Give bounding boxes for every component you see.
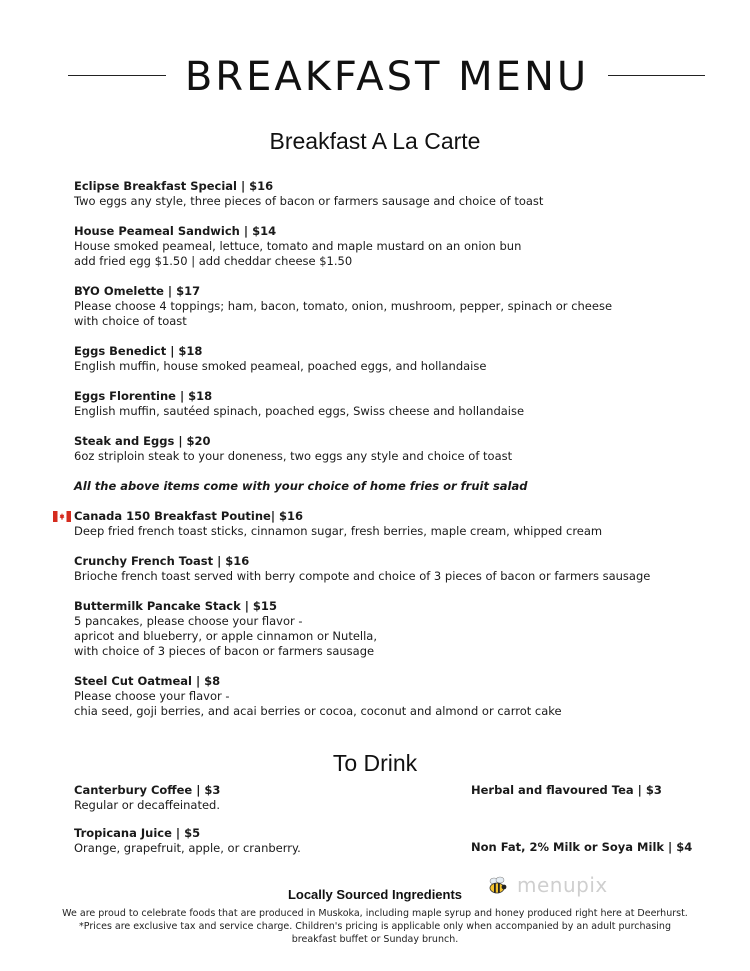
- footer-line: breakfast buffet or Sunday brunch.: [291, 934, 459, 945]
- menu-item-desc: 6oz striploin steak to your doneness, two eggs any style and choice of toast: [74, 449, 513, 463]
- menu-item: [74, 509, 714, 539]
- drinks-heading: To Drink: [332, 750, 418, 776]
- menu-item-desc: apricot and blueberry, or apple cinnamon or Nutella,: [74, 629, 377, 643]
- menu-item-name: Steel Cut Oatmeal | $8: [74, 674, 221, 688]
- title-divider-left: [68, 75, 166, 76]
- canada-flag-icon: [53, 511, 71, 522]
- menu-item-name: BYO Omelette | $17: [74, 284, 201, 298]
- drink-item: [74, 783, 220, 813]
- menu-item: [74, 224, 714, 269]
- menu-item-desc: Deep fried french toast sticks, cinnamon sugar, fresh berries, maple cream, whipped cream: [74, 524, 603, 538]
- drink-name: Tropicana Juice | $5: [74, 826, 201, 840]
- drink-name: Canterbury Coffee | $3: [74, 783, 221, 797]
- menu-item: [74, 434, 714, 464]
- bee-icon: [485, 873, 511, 899]
- menu-item: [74, 389, 714, 419]
- menu-item: [74, 674, 714, 719]
- a-la-carte-heading: Breakfast A La Carte: [269, 128, 481, 154]
- menu-item-desc: Two eggs any style, three pieces of bacon or farmers sausage and choice of toast: [74, 194, 544, 208]
- menu-item-desc: Please choose 4 toppings; ham, bacon, tomato, onion, mushroom, pepper, spinach or cheese: [74, 299, 613, 313]
- menu-item-desc: with choice of 3 pieces of bacon or farmers sausage: [74, 644, 375, 658]
- drink-desc: Orange, grapefruit, apple, or cranberry.: [74, 841, 301, 855]
- drink-item: [471, 840, 692, 855]
- menu-item-desc: chia seed, goji berries, and acai berries or cocoa, coconut and almond or carrot cake: [74, 704, 562, 718]
- footer-line: We are proud to celebrate foods that are produced in Muskoka, including maple syrup and honey produced right here at Deerhurst.: [62, 908, 688, 919]
- menu-item-name: Eclipse Breakfast Special | $16: [74, 179, 274, 193]
- menu-item-name: Steak and Eggs | $20: [74, 434, 211, 448]
- footer-notes: [40, 907, 710, 946]
- locally-sourced-label: Locally Sourced Ingredients: [287, 887, 463, 902]
- menu-item-desc: House smoked peameal, lettuce, tomato and maple mustard on an onion bun: [74, 239, 522, 253]
- drink-desc: Regular or decaffeinated.: [74, 798, 220, 812]
- drink-name: Non Fat, 2% Milk or Soya Milk | $4: [471, 840, 693, 854]
- page-title: BREAKFAST MENU: [184, 54, 590, 100]
- sides-note: All the above items come with your choice of home fries or fruit salad: [74, 479, 528, 493]
- drink-item: [471, 783, 662, 798]
- drink-name: Herbal and flavoured Tea | $3: [471, 783, 662, 797]
- footer-line: *Prices are exclusive tax and service charge. Children's pricing is applicable only when accompanied by an adult purchasing: [79, 921, 671, 932]
- title-divider-right: [608, 75, 705, 76]
- menu-item: [74, 599, 714, 659]
- menu-item-desc: with choice of toast: [74, 314, 187, 328]
- menu-item-name: House Peameal Sandwich | $14: [74, 224, 277, 238]
- menu-item: [74, 179, 714, 209]
- menu-item-desc: Brioche french toast served with berry compote and choice of 3 pieces of bacon or farmers sausage: [74, 569, 651, 583]
- drink-item: [74, 826, 301, 856]
- menu-item: [74, 554, 714, 584]
- menu-header: [0, 52, 750, 102]
- menu-item-name: Buttermilk Pancake Stack | $15: [74, 599, 277, 613]
- menu-item-name: Crunchy French Toast | $16: [74, 554, 250, 568]
- menu-item: [74, 284, 714, 329]
- menu-item-desc: English muffin, house smoked peameal, poached eggs, and hollandaise: [74, 359, 487, 373]
- menupix-watermark: menupix: [517, 873, 608, 897]
- menu-item-name: Eggs Florentine | $18: [74, 389, 213, 403]
- menu-item-desc: Please choose your flavor -: [74, 689, 230, 703]
- menu-item-desc: add fried egg $1.50 | add cheddar cheese $1.50: [74, 254, 353, 268]
- menu-item-desc: 5 pancakes, please choose your flavor -: [74, 614, 303, 628]
- menu-item-name: Eggs Benedict | $18: [74, 344, 203, 358]
- menu-item: [74, 344, 714, 374]
- menu-item-desc: English muffin, sautéed spinach, poached eggs, Swiss cheese and hollandaise: [74, 404, 525, 418]
- menu-item-name: Canada 150 Breakfast Poutine| $16: [74, 509, 304, 523]
